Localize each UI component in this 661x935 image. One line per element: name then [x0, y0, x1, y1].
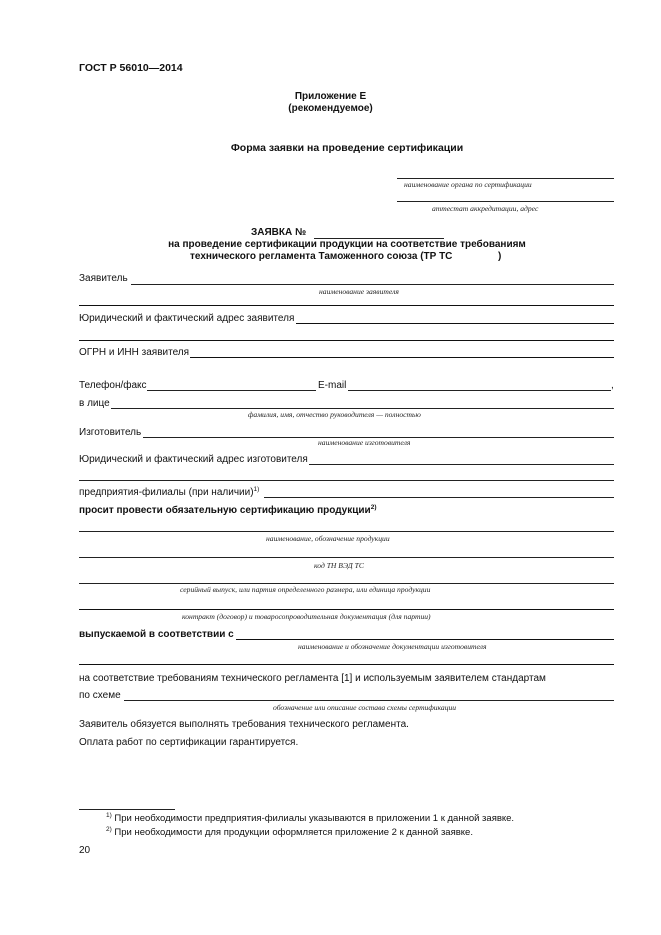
manufacturer-address-label: Юридический и фактический адрес изготовителя — [79, 454, 308, 465]
branches-line — [264, 497, 614, 498]
application-subtitle-2: технического регламента Таможенного союза (ТР ТС — [190, 251, 453, 262]
scheme-label: по схеме — [79, 690, 121, 701]
compliance-text: на соответствие требованиям технического регламента [1] и используемым заявителем стандартам — [79, 673, 546, 684]
ogrn-inn-label: ОГРН и ИНН заявителя — [79, 347, 190, 358]
footnote-ref-1: 1) — [253, 486, 260, 493]
payment-text: Оплата работ по сертификации гарантируется. — [79, 737, 299, 748]
branches-label — [79, 487, 259, 498]
form-title: Форма заявки на проведение сертификации — [230, 142, 464, 154]
page-number: 20 — [79, 845, 91, 856]
email-label: E-mail — [318, 380, 347, 391]
branches-text: предприятия-филиалы (при наличии) — [79, 487, 254, 498]
footnote-separator — [79, 809, 175, 810]
annex-title: Приложение Е — [294, 91, 367, 102]
produced-line-2 — [79, 664, 614, 665]
applicant-label: Заявитель — [79, 273, 128, 284]
produced-hint: наименование и обозначение документации изготовителя — [298, 642, 487, 651]
obligation-text: Заявитель обязуется выполнять требования технического регламента. — [79, 719, 409, 730]
footnote-1-text: При необходимости предприятия-филиалы указываются в приложении 1 к данной заявке. — [114, 813, 515, 824]
footnote-2-mark: 2) — [106, 826, 112, 833]
tnved-hint: код ТН ВЭД ТС — [314, 561, 364, 570]
email-comma: , — [611, 380, 614, 391]
manufacturer-label: Изготовитель — [79, 427, 142, 438]
application-subtitle-1: на проведение сертификации продукции на соответствие требованиям — [168, 239, 526, 250]
footnote-2-text: При необходимости для продукции оформляется приложение 2 к данной заявке. — [114, 827, 473, 838]
in-person-line — [111, 408, 614, 409]
applicant-address-line-2 — [79, 340, 614, 341]
product-line — [79, 531, 614, 532]
produced-label: выпускаемой в соответствии с — [79, 629, 234, 640]
applicant-line — [131, 284, 614, 285]
phone-fax-line — [147, 390, 316, 391]
request-label — [79, 505, 376, 516]
manufacturer-address-line — [309, 464, 614, 465]
application-subtitle-2-end: ) — [498, 251, 502, 262]
scheme-line — [124, 700, 614, 701]
manufacturer-hint: наименование изготовителя — [318, 438, 411, 447]
annex-status: (рекомендуемое) — [288, 103, 373, 114]
tnved-line — [79, 557, 614, 558]
ogrn-inn-line — [190, 357, 614, 358]
person-hint: фамилия, имя, отчество руководителя — полностью — [248, 410, 421, 419]
batch-line — [79, 583, 614, 584]
footnote-1-mark: 1) — [106, 812, 112, 819]
applicant-line-2 — [79, 305, 614, 306]
contract-hint: контракт (договор) и товаросопроводительная документация (для партии) — [182, 612, 431, 621]
manufacturer-address-line-2 — [79, 480, 614, 481]
batch-hint: серийный выпуск, или партия определенного размера, или единица продукции — [180, 585, 431, 594]
email-line — [348, 390, 611, 391]
applicant-hint: наименование заявителя — [319, 287, 399, 296]
applicant-address-line — [296, 323, 614, 324]
certification-body-hint: наименование органа по сертификации — [404, 180, 532, 189]
application-title: ЗАЯВКА № — [251, 227, 307, 238]
standard-number: ГОСТ Р 56010—2014 — [79, 62, 183, 74]
footnote-ref-2: 2) — [370, 504, 377, 511]
footnote-2 — [106, 827, 473, 838]
applicant-address-label: Юридический и фактический адрес заявителя — [79, 313, 295, 324]
footnote-1 — [106, 813, 514, 824]
phone-fax-label: Телефон/факс — [79, 380, 147, 391]
scheme-hint: обозначение или описание состава схемы сертификации — [273, 703, 457, 712]
product-hint: наименование, обозначение продукции — [266, 534, 390, 543]
certification-body-line — [397, 178, 614, 179]
request-text: просит провести обязательную сертификацию продукции — [79, 505, 371, 516]
accreditation-hint: аттестат аккредитации, адрес — [432, 204, 539, 213]
in-person-label: в лице — [79, 398, 110, 409]
contract-line — [79, 609, 614, 610]
accreditation-line — [397, 201, 614, 202]
produced-line — [236, 639, 614, 640]
